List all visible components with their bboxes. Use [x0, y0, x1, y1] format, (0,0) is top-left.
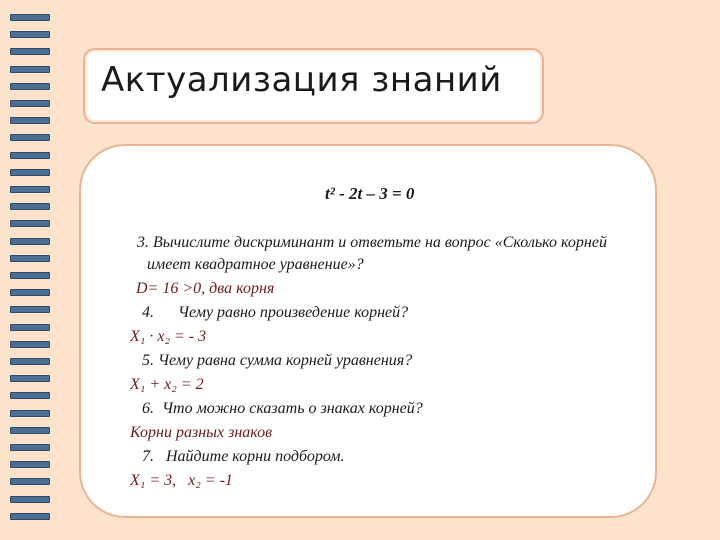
binding-ring — [10, 513, 50, 520]
answer-7: X₁ = 3, x₂ = -1 — [130, 472, 233, 489]
binding-ring — [10, 117, 50, 124]
content-box — [79, 144, 657, 518]
equation: t² - 2t – 3 = 0 — [325, 184, 415, 203]
binding-ring — [10, 203, 50, 210]
binding-ring — [10, 341, 50, 348]
binding-ring — [10, 272, 50, 279]
binding-ring — [10, 186, 50, 193]
binding-ring — [10, 100, 50, 107]
binding-ring — [10, 134, 50, 141]
slide-title: Актуализация знаний — [101, 60, 502, 100]
binding-ring — [10, 461, 50, 468]
title-box — [83, 48, 544, 124]
binding-ring — [10, 14, 50, 21]
binding-ring — [10, 375, 50, 382]
binding-ring — [10, 169, 50, 176]
answer-4: X₁ · x₂ = - 3 — [130, 328, 207, 345]
binding-ring — [10, 238, 50, 245]
answer-6: Корни разных знаков — [130, 424, 273, 441]
binding-ring — [10, 444, 50, 451]
question-4: 4. Чему равно произведение корней? — [142, 304, 409, 321]
binding-ring — [10, 358, 50, 365]
question-7: 7. Найдите корни подбором. — [142, 448, 345, 465]
binding-ring — [10, 83, 50, 90]
binding-ring — [10, 220, 50, 227]
binding-ring — [10, 410, 50, 417]
binding-ring — [10, 427, 50, 434]
binding-ring — [10, 66, 50, 73]
binding-ring — [10, 289, 50, 296]
binding-ring — [10, 255, 50, 262]
binding-ring — [10, 496, 50, 503]
binding-ring — [10, 152, 50, 159]
binding-ring — [10, 478, 50, 485]
question-3-line-2: имеет квадратное уравнение»? — [147, 256, 364, 273]
question-6: 6. Что можно сказать о знаках корней? — [142, 400, 423, 417]
question-3-line-1: 3. Вычислите дискриминант и ответьте на вопрос «Сколько корней — [137, 234, 607, 251]
binding-ring — [10, 306, 50, 313]
question-5: 5. Чему равна сумма корней уравнения? — [142, 352, 413, 369]
binding-ring — [10, 48, 50, 55]
answer-3: D= 16 >0, два корня — [136, 280, 275, 297]
binding-ring — [10, 324, 50, 331]
binding-ring — [10, 31, 50, 38]
binding-ring — [10, 392, 50, 399]
answer-5: X₁ + x₂ = 2 — [130, 376, 204, 393]
